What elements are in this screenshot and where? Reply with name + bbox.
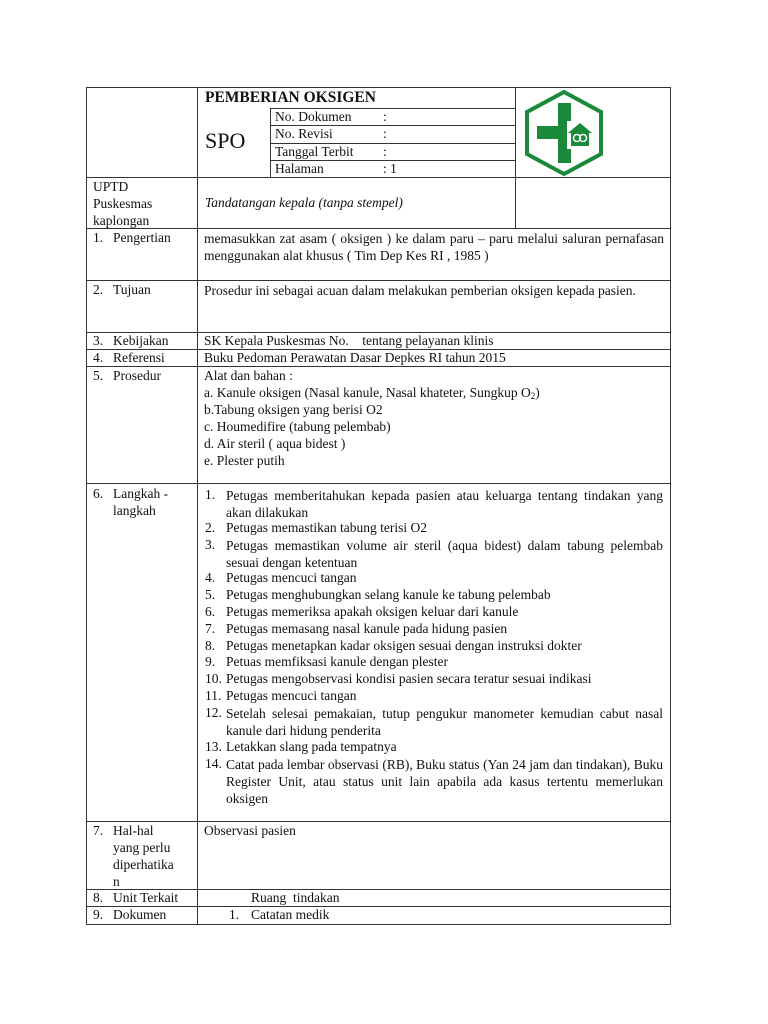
- step-number: 7.: [205, 621, 216, 636]
- section-label-tujuan: Tujuan: [113, 282, 151, 297]
- section-number: 9.: [93, 907, 104, 922]
- org-line-name: kaplongan: [93, 213, 150, 228]
- section-text-pengertian: memasukkan zat asam ( oksigen ) ke dalam paru – paru melalui saluran pernafasan menggunakan alat khusus ( Tim Dep Kes RI , 1985 ): [204, 231, 664, 263]
- section-number: 6.: [93, 486, 104, 501]
- step-text: Petuas memfiksasi kanule dengan plester: [226, 654, 448, 669]
- step-text: Petugas menetapkan kadar oksigen sesuai dengan instruksi dokter: [226, 638, 582, 653]
- step-text: Petugas mengobservasi kondisi pasien secara teratur sesuai indikasi: [226, 671, 592, 686]
- section-number: 3.: [93, 333, 104, 348]
- doc-field-label: No. Revisi: [275, 126, 333, 141]
- section-text-kebijakan: SK Kepala Puskesmas No. tentang pelayanan klinis: [204, 333, 494, 348]
- doc-field-value: :: [383, 126, 387, 141]
- document-title: PEMBERIAN OKSIGEN: [205, 89, 376, 106]
- spo-label: SPO: [205, 128, 246, 153]
- step-number: 5.: [205, 587, 216, 602]
- step-number: 9.: [205, 654, 216, 669]
- section-number: 4.: [93, 350, 104, 365]
- step-number: 11.: [205, 688, 222, 703]
- step-text: Petugas memasang nasal kanule pada hidung pasien: [226, 621, 508, 636]
- dokumen-item-number: 1.: [229, 907, 240, 922]
- prosedur-item-d: d. Air steril ( aqua bidest ): [204, 436, 346, 451]
- section-text-tujuan: Prosedur ini sebagai acuan dalam melakukan pemberian oksigen kepada pasien.: [204, 283, 636, 298]
- step-text: Petugas memastikan tabung terisi O2: [226, 520, 427, 535]
- doc-field-value: : 1: [383, 161, 397, 176]
- doc-field-value: :: [383, 109, 387, 124]
- puskesmas-logo-icon: [523, 89, 605, 177]
- step-text: Setelah selesai pemakaian, tutup pengukur manometer kemudian cabut nasal kanule dari hidung penderita: [226, 706, 663, 738]
- step-text: Petugas mencuci tangan: [226, 688, 357, 703]
- section-label-prosedur: Prosedur: [113, 368, 161, 383]
- org-line-uptd: UPTD: [93, 179, 129, 194]
- section-label-hal: Hal-hal: [113, 823, 154, 838]
- doc-field-value: :: [383, 144, 387, 159]
- step-number: 10.: [205, 671, 222, 686]
- step-number: 1.: [205, 487, 216, 502]
- doc-field-label: Halaman: [275, 161, 324, 176]
- section-label-pengertian: Pengertian: [113, 230, 171, 245]
- signature-note: Tandatangan kepala (tanpa stempel): [205, 195, 403, 210]
- section-label-langkah: Langkah -: [113, 486, 169, 501]
- dokumen-item-text: Catatan medik: [251, 907, 330, 922]
- step-number: 2.: [205, 520, 216, 535]
- doc-field-label: No. Dokumen: [275, 109, 352, 124]
- prosedur-item-c: c. Houmedifire (tabung pelembab): [204, 419, 391, 434]
- step-text: Petugas memeriksa apakah oksigen keluar dari kanule: [226, 604, 519, 619]
- prosedur-intro: Alat dan bahan :: [204, 368, 293, 383]
- step-text: Petugas memberitahukan kepada pasien atau keluarga tentang tindakan yang akan dilakukan: [226, 488, 663, 520]
- step-text: Petugas mencuci tangan: [226, 570, 357, 585]
- step-text: Catat pada lembar observasi (RB), Buku status (Yan 24 jam dan tindakan), Buku Register Unit, atau status unit lain apabila ada kasus tertentu memerlukan oksigen: [226, 757, 663, 806]
- prosedur-item-a: a. Kanule oksigen (Nasal kanule, Nasal khateter, Sungkup $O_2$): [204, 385, 540, 401]
- section-label-hal-4: n: [113, 874, 120, 889]
- section-label-unit: Unit Terkait: [113, 890, 179, 905]
- step-number: 8.: [205, 638, 216, 653]
- step-number: 12.: [205, 705, 222, 720]
- step-text: Petugas memastikan volume air steril (aqua bidest) dalam tabung pelembab sesuai dengan ketentuan: [226, 538, 663, 570]
- section-number: 8.: [93, 890, 104, 905]
- org-line-puskesmas: Puskesmas: [93, 196, 153, 211]
- section-label-dokumen: Dokumen: [113, 907, 167, 922]
- section-text-referensi: Buku Pedoman Perawatan Dasar Depkes RI tahun 2015: [204, 350, 506, 365]
- section-label-hal-2: yang perlu: [113, 840, 171, 855]
- step-number: 13.: [205, 739, 222, 754]
- section-number: 2.: [93, 282, 104, 297]
- section-number: 7.: [93, 823, 104, 838]
- step-text: Letakkan slang pada tempatnya: [226, 739, 397, 754]
- section-label-referensi: Referensi: [113, 350, 165, 365]
- section-text-observasi: Observasi pasien: [204, 823, 296, 838]
- prosedur-item-e: e. Plester putih: [204, 453, 285, 468]
- step-number: 14.: [205, 756, 222, 771]
- section-label-langkah-2: langkah: [113, 503, 156, 518]
- section-number: 1.: [93, 230, 104, 245]
- step-text: Petugas menghubungkan selang kanule ke tabung pelembab: [226, 587, 551, 602]
- prosedur-item-b: b.Tabung oksigen yang berisi O2: [204, 402, 383, 417]
- step-number: 6.: [205, 604, 216, 619]
- step-number: 3.: [205, 537, 216, 552]
- step-number: 4.: [205, 570, 216, 585]
- section-label-hal-3: diperhatika: [113, 857, 174, 872]
- section-number: 5.: [93, 368, 104, 383]
- section-label-kebijakan: Kebijakan: [113, 333, 169, 348]
- doc-field-label: Tanggal Terbit: [275, 144, 354, 159]
- section-text-unit: Ruang tindakan: [251, 890, 340, 905]
